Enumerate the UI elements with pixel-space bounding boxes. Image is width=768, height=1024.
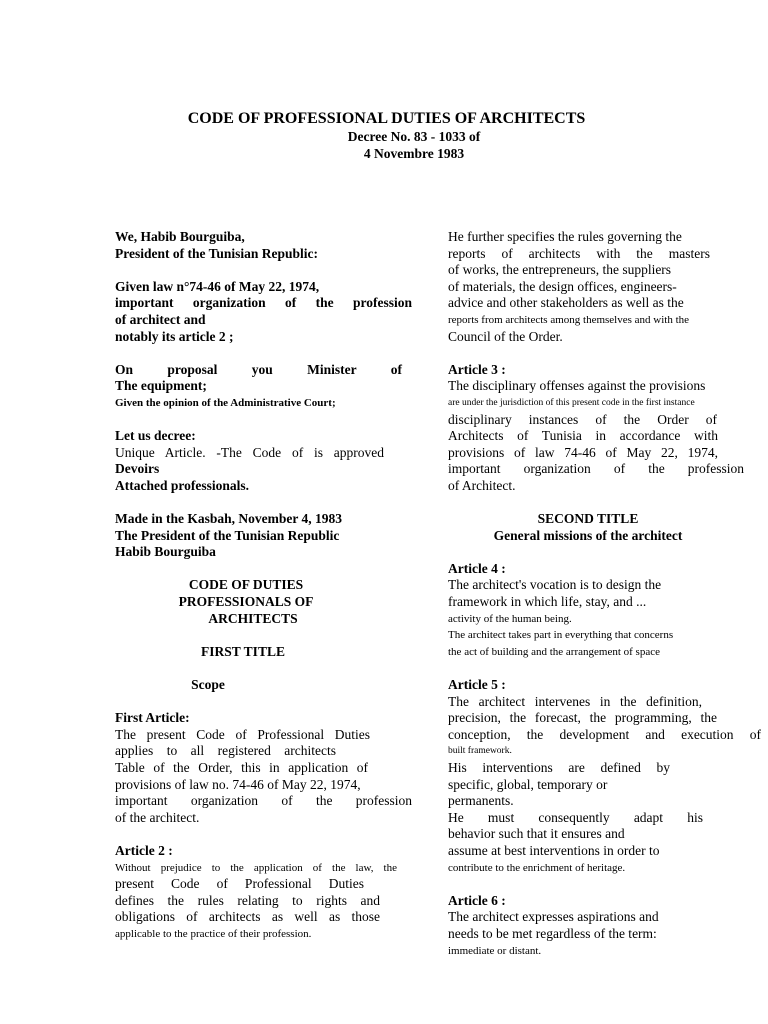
article-line: disciplinary instances of the Order of [448,411,717,427]
article-heading: Article 5 : [448,677,506,693]
title-heading: FIRST TITLE [201,643,285,659]
article-line: provisions of law 74-46 of May 22, 1974, [448,444,718,460]
article-heading: Article 6 : [448,892,506,908]
article-line: He must consequently adapt his [448,809,703,825]
section-heading: ARCHITECTS [208,610,298,626]
article-line: precision, the forecast, the programming, the [448,710,717,726]
preamble-line: notably its article 2 ; [115,328,234,344]
article-line: advice and other stakeholders as well as the [448,295,684,311]
article-line: obligations of architects as well as those [115,909,380,925]
article-line: The disciplinary offenses against the provisions [448,378,706,394]
decree-line: Attached professionals. [115,477,250,493]
article-line: conception, the development and execution of [448,726,761,742]
article-line: He further specifies the rules governing the [448,229,682,244]
article-line: reports from architects among themselves and with the [448,313,690,326]
preamble-line: Given law n°74-46 of May 22, 1974, [115,278,320,294]
preamble-line: On proposal you Minister of [115,361,402,377]
decree-line: Let us decree: [115,428,196,444]
article-line: reports of architects with the masters [448,245,710,261]
article-line: applies to all registered architects [115,743,336,759]
article-line: The architect takes part in everything that concerns [448,629,674,642]
article-line: important organization of the profession [115,793,412,809]
article-line: applicable to the practice of their profession. [115,927,312,940]
article-line: activity of the human being. [448,612,572,625]
article-line: framework in which life, stay, and ... [448,594,647,610]
article-line: The present Code of Professional Duties [115,726,370,742]
document-title: CODE OF PROFESSIONAL DUTIES OF ARCHITECTS [187,110,586,127]
preamble-line: President of the Tunisian Republic: [115,245,319,261]
signature-line: Habib Bourguiba [115,544,216,560]
article-line: important organization of the profession [448,461,744,477]
signature-line: The President of the Tunisian Republic [115,527,340,543]
section-heading: CODE OF DUTIES [188,577,304,593]
article-line: The architect's vocation is to design the [448,577,662,593]
preamble-line: The equipment; [115,378,207,394]
article-line: are under the jurisdiction of this present code in the first instance [448,397,695,408]
article-line: behavior such that it ensures and [448,826,625,842]
article-line: assume at best interventions in order to [448,842,660,858]
article-line: of materials, the design offices, engineers- [448,278,677,294]
section-heading: SECOND TITLE [537,511,639,527]
preamble-line: Given the opinion of the Administrative Court; [115,396,336,409]
article-line: immediate or distant. [448,944,542,957]
article-line: needs to be met regardless of the term: [448,925,657,941]
article-line: of works, the entrepreneurs, the suppliers [448,262,672,278]
article-line: of Architect. [448,477,516,493]
preamble-line: We, Habib Bourguiba, [115,229,245,244]
article-line: built framework. [448,746,512,757]
article-line: of the architect. [115,809,200,825]
article-line: the act of building and the arrangement of space [448,645,660,658]
article-line: provisions of law no. 74-46 of May 22, 1974, [115,776,361,792]
decree-line: Devoirs [115,461,160,477]
article-line: The architect expresses aspirations and [448,909,659,925]
article-heading: First Article: [115,710,190,726]
article-line: specific, global, temporary or [448,776,608,792]
preamble-line: of architect and [115,311,206,327]
decree-date: 4 Novembre 1983 [363,146,465,161]
right-column [448,229,761,959]
article-heading: Article 3 : [448,361,506,377]
article-line: Council of the Order. [448,328,563,344]
decree-number: Decree No. 83 - 1033 of [347,129,481,144]
article-heading: Article 4 : [448,560,506,576]
decree-line: Unique Article. -The Code of is approved [115,444,384,460]
article-line: His interventions are defined by [448,760,670,775]
signature-line: Made in the Kasbah, November 4, 1983 [115,511,343,527]
section-heading: PROFESSIONALS OF [178,594,314,610]
article-line: The architect intervenes in the definition, [448,693,702,709]
article-line: Table of the Order, this in application of [115,760,368,775]
section-heading: General missions of the architect [493,527,683,543]
title-heading: Scope [191,677,225,693]
article-line: contribute to the enrichment of heritage. [448,861,626,874]
article-line: Architects of Tunisia in accordance with [448,428,718,444]
article-heading: Article 2 : [115,842,173,858]
left-column [115,229,412,943]
article-line: present Code of Professional Duties [115,876,364,892]
article-line: permanents. [448,793,514,809]
preamble-line: important organization of the profession [115,295,412,311]
article-line: defines the rules relating to rights and [115,892,380,908]
article-line: Without prejudice to the application of the law, the [115,861,397,874]
